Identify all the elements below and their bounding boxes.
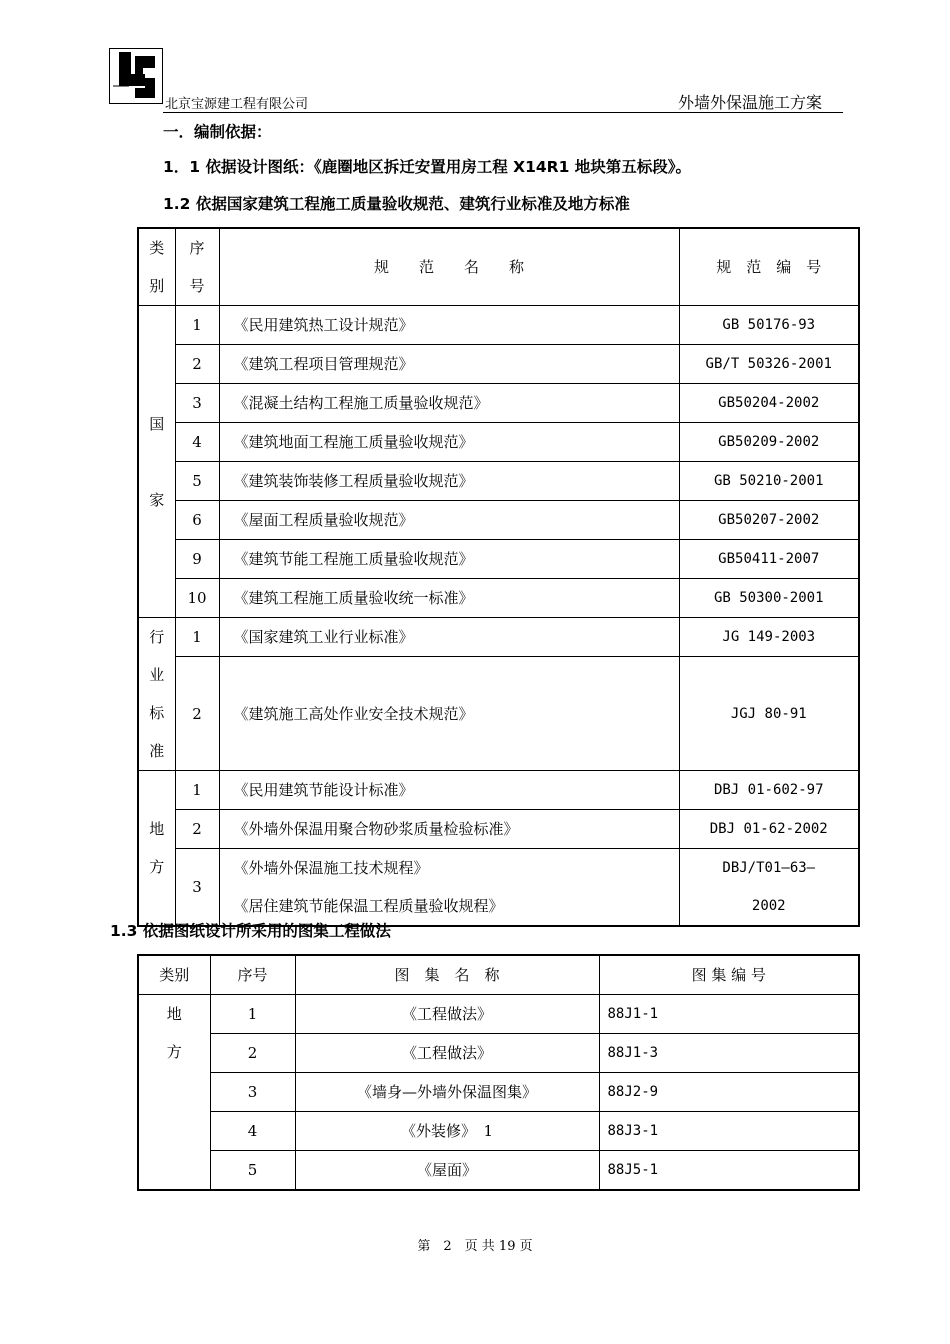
table-row [138,810,859,849]
row-seq: 6 [175,501,219,540]
header-name: 规 范 名 称 [219,228,679,306]
category-local: 地 方 [138,771,175,927]
row-code: JGJ 80-91 [679,657,859,771]
row-name: 《屋面》 [295,1151,599,1191]
table-row [138,771,859,810]
row-name: 《外墙外保温施工技术规程》 《居住建筑节能保温工程质量验收规程》 [219,849,679,927]
row-name: 《建筑节能工程施工质量验收规范》 [219,540,679,579]
section-heading: 一．编制依据： [163,123,272,141]
table-row [138,1034,859,1073]
row-code: GB50204-2002 [679,384,859,423]
row-seq: 3 [210,1073,295,1112]
row-seq: 1 [210,995,295,1034]
standards-table [137,227,860,927]
header-seq: 序 号 [175,228,219,306]
row-seq: 2 [175,810,219,849]
header-name: 图 集 名 称 [295,955,599,995]
header-category: 类别 [138,955,210,995]
row-seq: 4 [210,1112,295,1151]
company-name: 北京宝源建工程有限公司 [165,97,309,112]
row-seq: 3 [175,849,219,927]
table-row [138,1112,859,1151]
header-code: 规 范 编 号 [679,228,859,306]
row-seq: 1 [175,771,219,810]
row-name: 《工程做法》 [295,1034,599,1073]
row-seq: 9 [175,540,219,579]
row-name: 《外装修》 1 [295,1112,599,1151]
row-code: GB50207-2002 [679,501,859,540]
page-number: 第 2 页 共 19 页 [417,1239,533,1254]
row-name: 《建筑装饰装修工程质量验收规范》 [219,462,679,501]
category-industry: 行 业 标 准 [138,618,175,771]
row-code: GB 50176-93 [679,306,859,345]
row-code: JG 149-2003 [679,618,859,657]
category-local: 地 方 [138,995,210,1191]
row-code: 88J2-9 [599,1073,859,1112]
row-code: DBJ 01-62-2002 [679,810,859,849]
table-row [138,849,859,927]
header-category: 类 别 [138,228,175,306]
basis-standards-heading: 1.2 依据国家建筑工程施工质量验收规范、建筑行业标准及地方标准 [163,195,630,213]
row-code: DBJ 01-602-97 [679,771,859,810]
table-row [138,579,859,618]
row-seq: 4 [175,423,219,462]
table-row [138,1151,859,1191]
row-seq: 1 [175,306,219,345]
row-code: GB 50210-2001 [679,462,859,501]
row-name: 《建筑施工高处作业安全技术规范》 [219,657,679,771]
atlas-table [137,954,860,1191]
row-code: 88J3-1 [599,1112,859,1151]
row-name: 《墙身—外墙外保温图集》 [295,1073,599,1112]
row-seq: 2 [175,345,219,384]
row-code: GB 50300-2001 [679,579,859,618]
row-seq: 2 [210,1034,295,1073]
row-code: DBJ/T01—63— 2002 [679,849,859,927]
row-name: 《混凝土结构工程施工质量验收规范》 [219,384,679,423]
table-row [138,384,859,423]
basis-drawings: 1．1 依据设计图纸：《鹿圈地区拆迁安置用房工程 X14R1 地块第五标段》。 [163,158,692,176]
table-header-row [138,955,859,995]
row-name: 《建筑工程施工质量验收统一标准》 [219,579,679,618]
table-row [138,1073,859,1112]
header-rule [163,112,843,113]
row-name: 《屋面工程质量验收规范》 [219,501,679,540]
category-national: 国 家 [138,306,175,618]
row-code: 88J5-1 [599,1151,859,1191]
row-name: 《建筑地面工程施工质量验收规范》 [219,423,679,462]
row-code: GB50209-2002 [679,423,859,462]
row-seq: 1 [175,618,219,657]
row-name: 《工程做法》 [295,995,599,1034]
table-row [138,501,859,540]
table-row [138,345,859,384]
header-seq: 序号 [210,955,295,995]
row-code: 88J1-3 [599,1034,859,1073]
table-row [138,423,859,462]
company-logo [109,48,163,104]
row-name: 《外墙外保温用聚合物砂浆质量检验标准》 [219,810,679,849]
row-name: 《民用建筑热工设计规范》 [219,306,679,345]
row-name: 《建筑工程项目管理规范》 [219,345,679,384]
row-name: 《国家建筑工业行业标准》 [219,618,679,657]
table-row [138,462,859,501]
table-row [138,995,859,1034]
row-seq: 3 [175,384,219,423]
table-row [138,657,859,771]
row-name: 《民用建筑节能设计标准》 [219,771,679,810]
row-seq: 10 [175,579,219,618]
row-code: 88J1-1 [599,995,859,1034]
row-seq: 2 [175,657,219,771]
row-code: GB50411-2007 [679,540,859,579]
document-title: 外墙外保温施工方案 [677,93,822,112]
table-header-row [138,228,859,306]
table-row [138,618,859,657]
table-row [138,540,859,579]
table-row [138,306,859,345]
row-seq: 5 [175,462,219,501]
row-seq: 5 [210,1151,295,1191]
basis-atlas-heading: 1.3 依据图纸设计所采用的图集工程做法 [110,922,391,940]
header-code: 图 集 编 号 [599,955,859,995]
row-code: GB/T 50326-2001 [679,345,859,384]
